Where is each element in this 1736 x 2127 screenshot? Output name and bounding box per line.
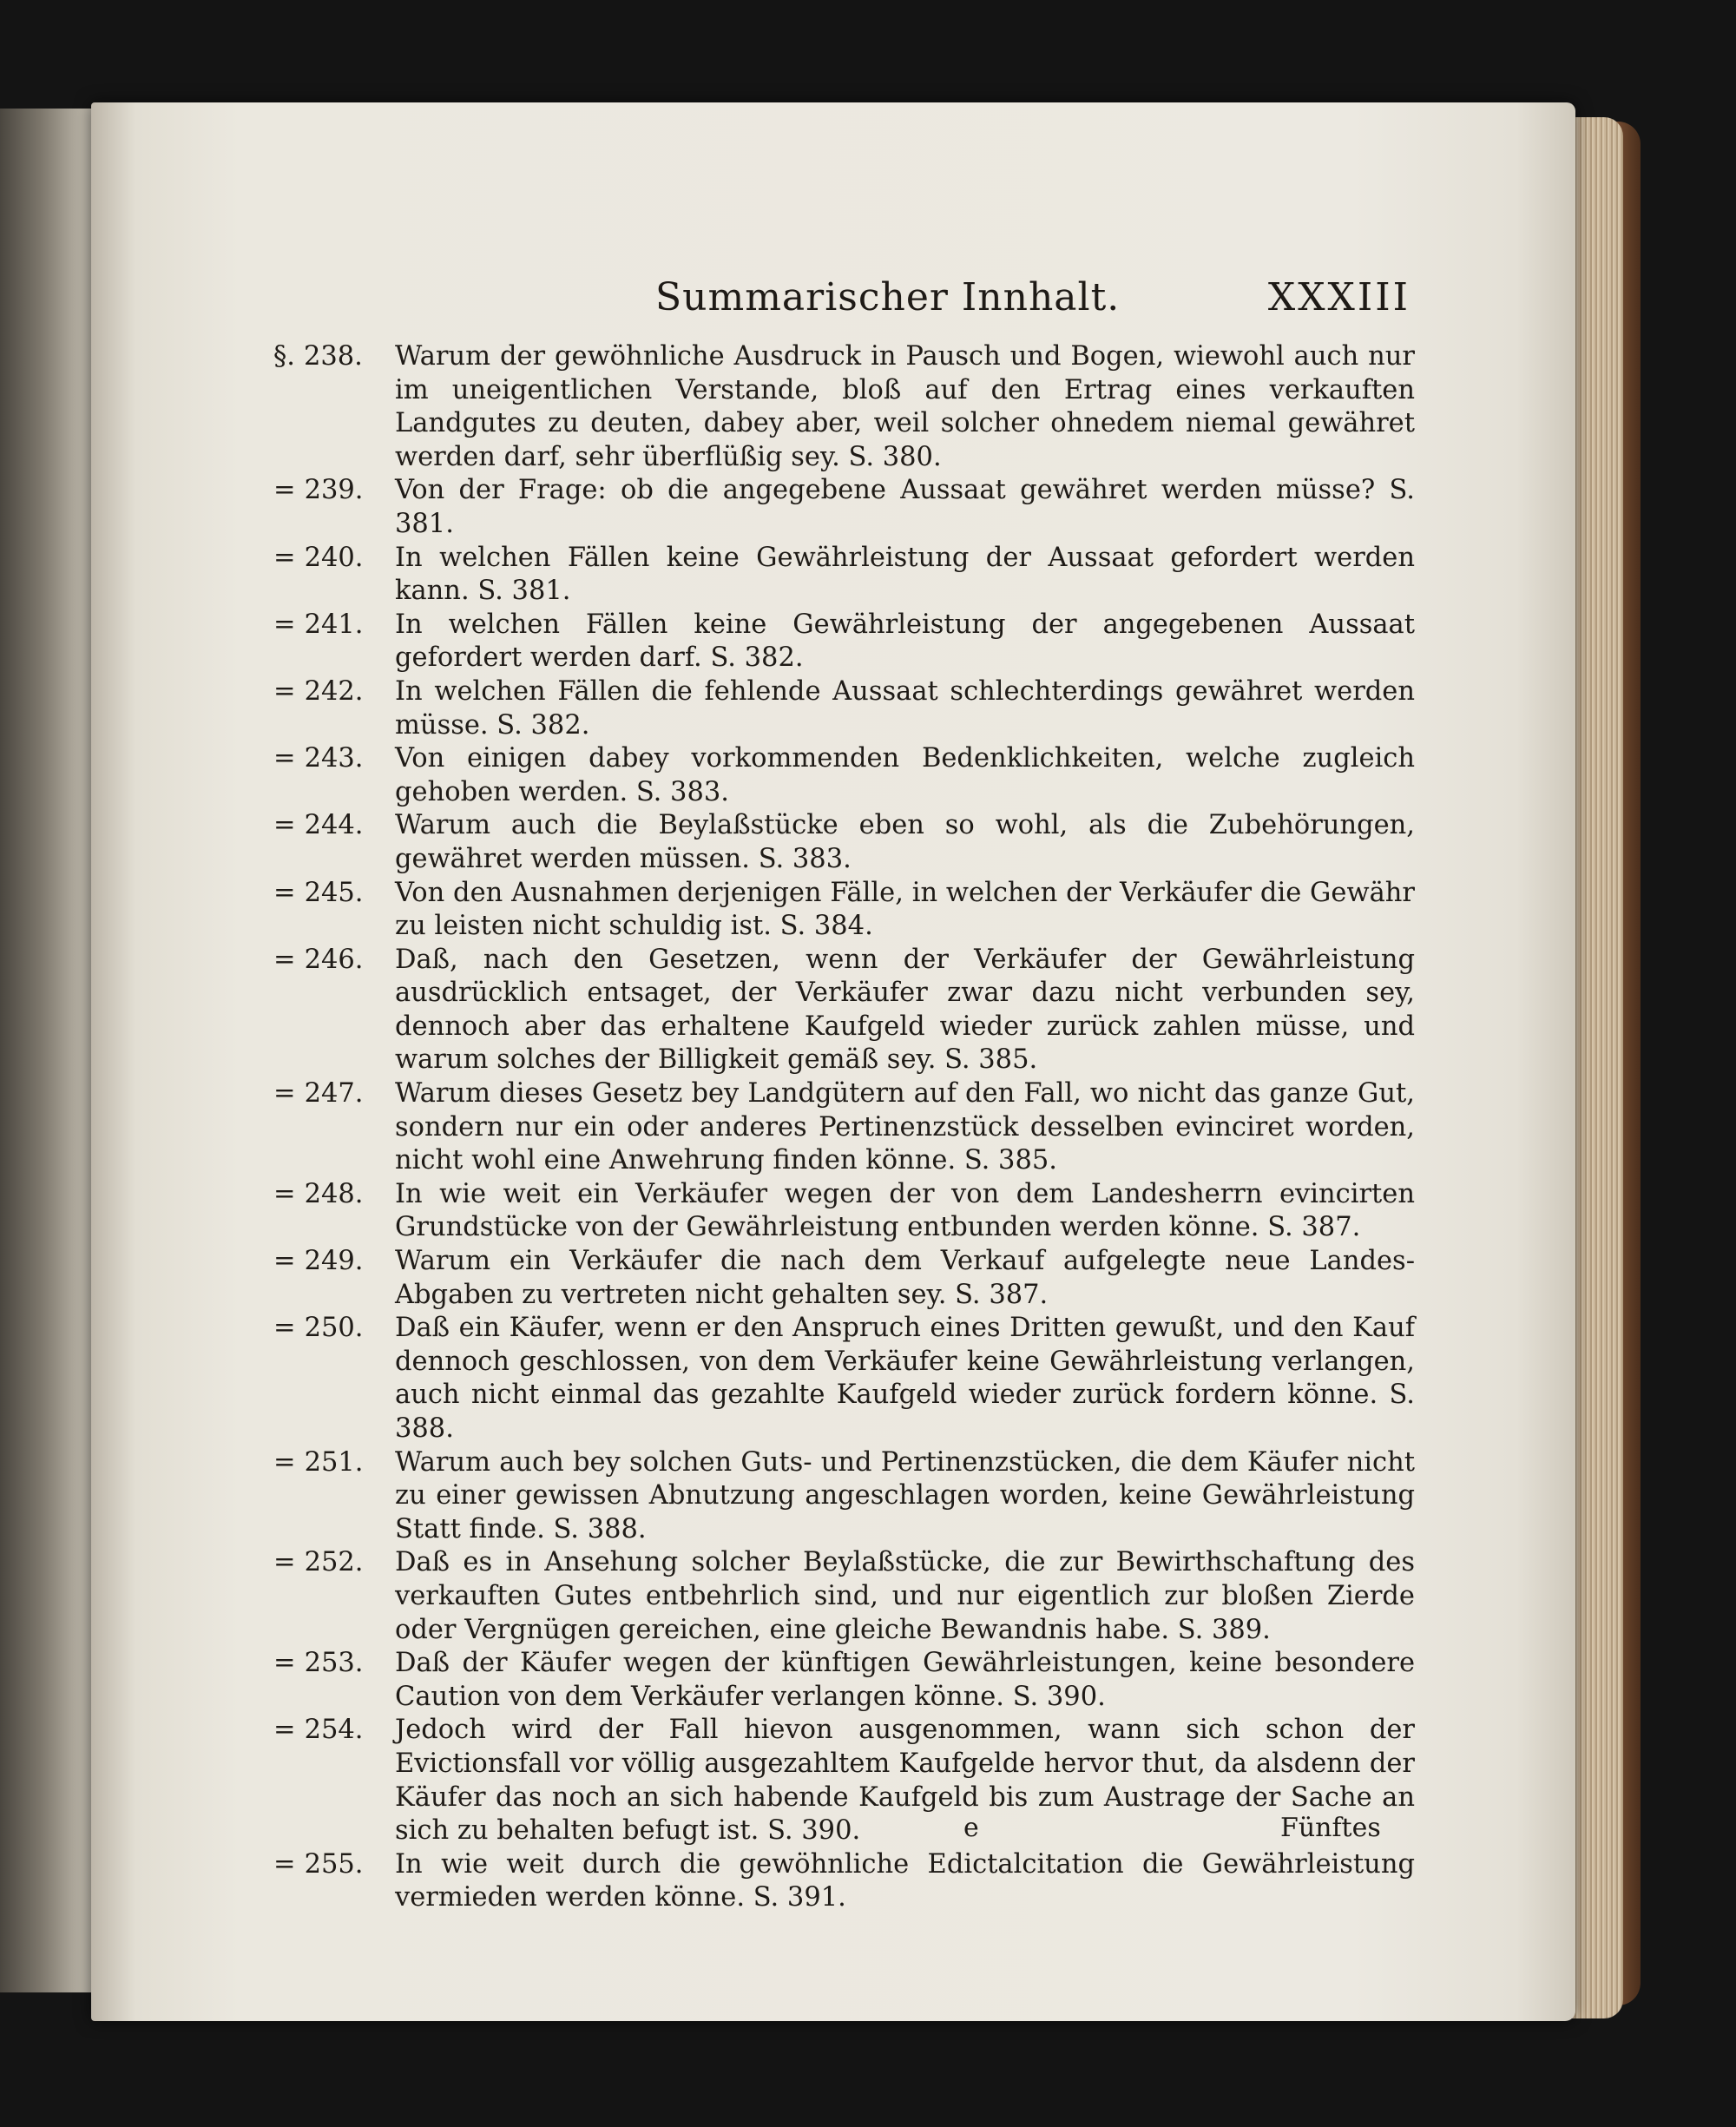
section-number: = 243. <box>273 743 364 774</box>
entry-text: In wie weit ein Verkäufer wegen der von dem Landesherrn evincirten Grundstücke von der Gewährleistung entbunden werden könne. S. 387. <box>395 1178 1415 1243</box>
toc-entry <box>273 340 1415 474</box>
toc-entry <box>273 1077 1415 1178</box>
entry-text: Warum dieses Gesetz bey Landgütern auf den Fall, wo nicht das ganze Gut, sondern nur ein oder anderes Pertinenzstück desselben evinciret worden, nicht wohl eine Anwehrung finden könne. S. 385. <box>395 1078 1415 1176</box>
entry-text: In welchen Fällen keine Gewährleistung der angegebenen Aussaat gefordert werden darf. S. 382. <box>395 609 1415 674</box>
entry-text: In wie weit durch die gewöhnliche Edictalcitation die Gewährleistung vermieden werden könne. S. 391. <box>395 1848 1415 1913</box>
entry-text: Von der Frage: ob die angegebene Aussaat gewähret werden müsse? S. 381. <box>395 475 1415 539</box>
entry-text: In welchen Fällen die fehlende Aussaat schlechterdings gewähret werden müsse. S. 382. <box>395 675 1415 741</box>
section-number: = 252. <box>273 1547 364 1578</box>
entry-text: Warum ein Verkäufer die nach dem Verkauf aufgelegte neue Landes-Abgaben zu vertreten nicht gehalten sey. S. 387. <box>395 1246 1415 1310</box>
toc-entry <box>273 1647 1415 1714</box>
toc-entry <box>273 1714 1415 1847</box>
section-number: = 239. <box>273 475 364 506</box>
entry-text: Daß es in Ansehung solcher Beylaßstücke, die zur Bewirthschaftung des verkauften Gutes entbehrlich sind, und nur eigentlich zur bloßen Zierde oder Vergnügen gereichen, eine gleiche Bewandnis habe. S. 389. <box>395 1547 1415 1645</box>
toc-entry <box>273 1245 1415 1312</box>
page-title: Summarischer Innhalt. <box>655 275 1121 319</box>
toc-entry <box>273 542 1415 609</box>
toc-entry <box>273 809 1415 876</box>
entry-text: Daß, nach den Gesetzen, wenn der Verkäufer der Gewährleistung ausdrücklich entsaget, der Verkäufer zwar dazu nicht verbunden sey, dennoch aber das erhaltene Kaufgeld wieder zurück zahlen müsse, und warum solches der Billigkeit gemäß sey. S. 385. <box>395 944 1415 1076</box>
section-number: = 244. <box>273 810 364 841</box>
section-number: = 247. <box>273 1078 364 1110</box>
section-number: = 245. <box>273 877 364 908</box>
catchword: Fünftes <box>1280 1813 1381 1843</box>
section-number: = 253. <box>273 1648 364 1679</box>
entry-text: Warum auch bey solchen Guts- und Pertinenzstücken, die dem Käufer nicht zu einer gewissen Abnutzung angeschlagen worden, keine Gewährleistung Statt finde. S. 388. <box>395 1446 1415 1544</box>
entry-text: Daß der Käufer wegen der künftigen Gewährleistungen, keine besondere Caution von dem Verkäufer verlangen könne. S. 390. <box>395 1648 1415 1712</box>
entry-text: In welchen Fällen keine Gewährleistung der Aussaat gefordert werden kann. S. 381. <box>395 542 1415 607</box>
section-number: = 254. <box>273 1715 364 1746</box>
toc-entry <box>273 877 1415 944</box>
toc-entry <box>273 1312 1415 1445</box>
section-number: = 255. <box>273 1848 364 1880</box>
facing-page-edge <box>0 109 102 1992</box>
toc-entry <box>273 1178 1415 1245</box>
section-number: §. 238. <box>273 341 363 372</box>
section-number: = 240. <box>273 542 364 573</box>
section-number: = 251. <box>273 1446 364 1478</box>
entry-text: Jedoch wird der Fall hievon ausgenommen, wann sich schon der Evictionsfall vor völlig ausgezahltem Kaufgelde hervor thut, da alsdenn der Käufer das noch an sich habende Kaufgeld bis zum Austrage der Sache an sich zu behalten befugt ist. S. 390. <box>395 1715 1415 1847</box>
entry-text: Warum auch die Beylaßstücke eben so wohl, als die Zubehörungen, gewähret werden müssen. S. 383. <box>395 810 1415 874</box>
toc-entry <box>273 1446 1415 1547</box>
entry-text: Von einigen dabey vorkommenden Bedenklichkeiten, welche zugleich gehoben werden. S. 383. <box>395 743 1415 807</box>
toc-entry <box>273 1546 1415 1647</box>
toc-entry <box>273 1848 1415 1915</box>
toc-entry <box>273 742 1415 809</box>
running-header <box>391 275 1410 327</box>
toc-entry <box>273 474 1415 541</box>
toc-entry <box>273 675 1415 742</box>
table-of-contents <box>273 340 1415 1915</box>
toc-entry <box>273 944 1415 1077</box>
section-number: = 248. <box>273 1178 364 1209</box>
section-number: = 249. <box>273 1246 364 1277</box>
entry-text: Daß ein Käufer, wenn er den Anspruch eines Dritten gewußt, und den Kauf dennoch geschlossen, von dem Verkäufer keine Gewährleistung verlangen, auch nicht einmal das gezahlte Kaufgeld wieder zurück fordern könne. S. 388. <box>395 1313 1415 1444</box>
section-number: = 246. <box>273 944 364 975</box>
toc-entry <box>273 609 1415 675</box>
section-number: = 250. <box>273 1313 364 1344</box>
entry-text: Warum der gewöhnliche Ausdruck in Pausch und Bogen, wiewohl auch nur im uneigentlichen Verstande, bloß auf den Ertrag eines verkauften Landgutes zu deuten, dabey aber, weil solcher ohnedem niemal gewähret werden darf, sehr überflüßig sey. S. 380. <box>395 341 1415 472</box>
section-number: = 241. <box>273 609 364 640</box>
section-number: = 242. <box>273 675 364 707</box>
entry-text: Von den Ausnahmen derjenigen Fälle, in welchen der Verkäufer die Gewähr zu leisten nicht schuldig ist. S. 384. <box>395 877 1415 942</box>
signature-mark: e <box>963 1813 979 1843</box>
page-number: XXXIII <box>1267 275 1410 319</box>
